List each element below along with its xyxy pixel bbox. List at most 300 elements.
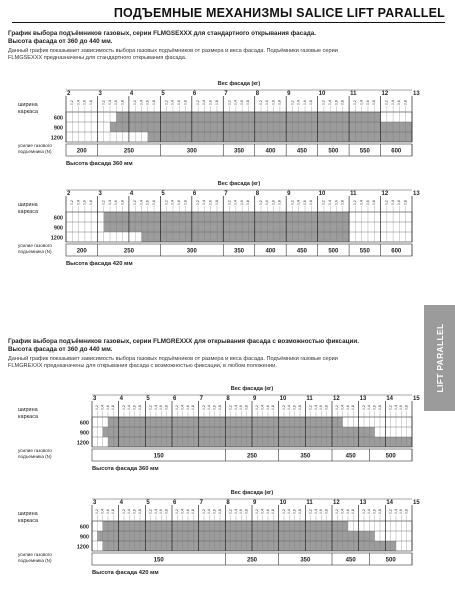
weight-label: 10 bbox=[318, 191, 326, 197]
weight-label: 15 bbox=[413, 500, 420, 506]
row-label: 1200 bbox=[76, 440, 89, 447]
weight-label: 7 bbox=[199, 500, 204, 506]
weight-label: 7 bbox=[224, 191, 228, 197]
fraction-label: 0,2 bbox=[70, 200, 75, 205]
fraction-label: 0,8 bbox=[372, 200, 377, 205]
fraction-label: 0,4 bbox=[100, 509, 105, 514]
weight-label: 8 bbox=[255, 91, 260, 97]
force-value: 450 bbox=[296, 148, 307, 155]
force-value: 250 bbox=[123, 148, 134, 155]
force-value: 350 bbox=[233, 248, 245, 255]
chart-title: Вес фасада (кг) bbox=[217, 181, 261, 187]
section-description-line1: Данный график показывает зависимость выбора газовых подъёмников от размера и веса фасада. Подъёмники газовые серии bbox=[8, 356, 338, 362]
fraction-label: 0,2 bbox=[201, 405, 206, 410]
fraction-label: 0,4 bbox=[313, 405, 318, 410]
fraction-label: 0,6 bbox=[82, 100, 87, 105]
fraction-label: 0,6 bbox=[132, 509, 137, 514]
fraction-label: 0,4 bbox=[127, 509, 132, 514]
force-value: 500 bbox=[385, 557, 396, 564]
force-label: подъемника (N) bbox=[18, 558, 52, 563]
weight-label: 4 bbox=[129, 191, 134, 197]
weight-label: 10 bbox=[318, 91, 326, 97]
force-value: 500 bbox=[328, 148, 339, 155]
row-label: 600 bbox=[79, 524, 89, 531]
row-label: 900 bbox=[53, 125, 63, 132]
fraction-label: 0,4 bbox=[287, 405, 292, 410]
fraction-label: 0,4 bbox=[180, 405, 185, 410]
chart-caption: Высота фасада 420 мм bbox=[66, 261, 133, 267]
weight-label: 6 bbox=[173, 500, 177, 506]
fraction-label: 0,2 bbox=[201, 509, 206, 514]
fraction-label: 0,4 bbox=[340, 509, 345, 514]
weight-label: 9 bbox=[253, 396, 257, 402]
force-value: 600 bbox=[391, 148, 402, 155]
fraction-label: 0,8 bbox=[372, 100, 377, 105]
fraction-label: 0,6 bbox=[319, 405, 324, 410]
weight-label: 4 bbox=[119, 396, 124, 402]
section-title-line1: График выбора подъёмников газовых, серии FLMGREXXX для открывания фасада с возможностью фиксации. bbox=[8, 338, 359, 345]
weight-label: 12 bbox=[333, 396, 340, 402]
force-label: усилие газового bbox=[18, 552, 52, 557]
fraction-label: 0,8 bbox=[404, 509, 409, 514]
fraction-label: 0,6 bbox=[105, 509, 110, 514]
fraction-label: 0,6 bbox=[159, 405, 164, 410]
row-header-label: ширина bbox=[18, 511, 38, 517]
weight-label: 4 bbox=[119, 500, 124, 506]
fraction-label: 0,2 bbox=[321, 200, 326, 205]
fraction-label: 0,2 bbox=[384, 100, 389, 105]
weight-label: 8 bbox=[226, 500, 230, 506]
side-tab-label: LIFT PARALLEL bbox=[434, 323, 445, 393]
fraction-label: 0,6 bbox=[177, 100, 182, 105]
fraction-label: 0,2 bbox=[121, 509, 126, 514]
fraction-label: 0,2 bbox=[255, 509, 260, 514]
fraction-label: 0,4 bbox=[367, 405, 372, 410]
weight-label: 5 bbox=[161, 91, 165, 97]
fraction-label: 0,4 bbox=[328, 100, 333, 105]
fraction-label: 0,8 bbox=[271, 405, 276, 410]
page-title: ПОДЪЕМНЫЕ МЕХАНИЗМЫ SALICE LIFT PARALLEL bbox=[113, 6, 445, 20]
fraction-label: 0,2 bbox=[255, 405, 260, 410]
row-header-label: ширина bbox=[18, 102, 38, 108]
row-label: 1200 bbox=[50, 235, 63, 242]
weight-label: 8 bbox=[255, 191, 260, 197]
weight-label: 11 bbox=[306, 500, 313, 506]
weight-label: 12 bbox=[333, 500, 340, 506]
fraction-label: 0,2 bbox=[95, 509, 100, 514]
fraction-label: 0,4 bbox=[207, 405, 212, 410]
force-value: 200 bbox=[76, 248, 87, 255]
fraction-label: 0,8 bbox=[111, 405, 116, 410]
fraction-label: 0,6 bbox=[334, 200, 339, 205]
force-value: 150 bbox=[153, 557, 164, 564]
force-value: 200 bbox=[76, 148, 87, 155]
fraction-label: 0,2 bbox=[70, 100, 75, 105]
fraction-label: 0,6 bbox=[208, 200, 213, 205]
force-value: 500 bbox=[328, 248, 339, 255]
weight-label: 12 bbox=[381, 91, 389, 97]
fraction-label: 0,8 bbox=[217, 509, 222, 514]
chart-title: Вес фасада (кг) bbox=[230, 490, 274, 496]
fraction-label: 0,8 bbox=[214, 200, 219, 205]
fraction-label: 0,6 bbox=[177, 200, 182, 205]
fraction-label: 0,8 bbox=[120, 100, 125, 105]
chart-title: Вес фасада (кг) bbox=[230, 386, 274, 392]
force-label: усилие газового bbox=[18, 448, 52, 453]
weight-label: 8 bbox=[226, 396, 230, 402]
weight-label: 11 bbox=[306, 396, 313, 402]
fraction-label: 0,8 bbox=[164, 405, 169, 410]
weight-label: 5 bbox=[146, 396, 150, 402]
chart-caption: Высота фасада 360 мм bbox=[92, 466, 159, 472]
fraction-label: 0,2 bbox=[258, 200, 263, 205]
force-value: 300 bbox=[186, 148, 197, 155]
weight-label: 2 bbox=[67, 191, 71, 197]
force-value: 300 bbox=[186, 248, 197, 255]
fraction-label: 0,8 bbox=[120, 200, 125, 205]
fraction-label: 0,6 bbox=[239, 405, 244, 410]
fraction-label: 0,2 bbox=[384, 200, 389, 205]
fraction-label: 0,6 bbox=[212, 405, 217, 410]
fraction-label: 0,8 bbox=[183, 100, 188, 105]
section-description-line2: FLMGSEXXX предназначены для стандартного открывания фасада. bbox=[8, 55, 187, 61]
fraction-label: 0,6 bbox=[239, 100, 244, 105]
weight-label: 13 bbox=[359, 396, 367, 402]
shaded-region bbox=[104, 212, 349, 222]
fraction-label: 0,4 bbox=[107, 100, 112, 105]
fraction-label: 0,8 bbox=[340, 100, 345, 105]
fraction-label: 0,6 bbox=[265, 405, 270, 410]
fraction-label: 0,4 bbox=[265, 100, 270, 105]
force-value: 250 bbox=[246, 557, 258, 564]
weight-label: 13 bbox=[413, 191, 420, 197]
force-label: подъемника (N) bbox=[18, 149, 52, 154]
weight-label: 9 bbox=[287, 91, 291, 97]
fraction-label: 0,4 bbox=[76, 200, 81, 205]
fraction-label: 0,2 bbox=[361, 405, 366, 410]
fraction-label: 0,6 bbox=[345, 405, 350, 410]
fraction-label: 0,6 bbox=[159, 509, 164, 514]
fraction-label: 0,8 bbox=[377, 509, 382, 514]
fraction-label: 0,2 bbox=[133, 200, 137, 205]
weight-label: 6 bbox=[173, 396, 177, 402]
row-label: 1200 bbox=[76, 544, 89, 551]
force-label: подъемника (N) bbox=[18, 249, 52, 254]
fraction-label: 0,8 bbox=[271, 509, 276, 514]
force-value: 550 bbox=[359, 148, 370, 155]
force-value: 350 bbox=[300, 557, 311, 564]
shaded-region bbox=[108, 437, 412, 447]
section-title-line2: Высота фасада от 360 до 440 мм. bbox=[8, 346, 113, 353]
fraction-label: 0,2 bbox=[228, 405, 233, 410]
fraction-label: 0,2 bbox=[281, 405, 286, 410]
fraction-label: 0,6 bbox=[185, 509, 190, 514]
fraction-label: 0,8 bbox=[377, 405, 382, 410]
fraction-label: 0,8 bbox=[217, 405, 222, 410]
fraction-label: 0,6 bbox=[302, 200, 307, 205]
fraction-label: 0,2 bbox=[164, 200, 169, 205]
fraction-label: 0,8 bbox=[183, 200, 188, 205]
fraction-label: 0,8 bbox=[246, 200, 251, 205]
fraction-label: 0,6 bbox=[82, 200, 87, 205]
fraction-label: 0,6 bbox=[399, 509, 404, 514]
fraction-label: 0,8 bbox=[309, 200, 314, 205]
fraction-label: 0,8 bbox=[324, 405, 329, 410]
fraction-label: 0,6 bbox=[239, 509, 244, 514]
chart-caption: Высота фасада 420 мм bbox=[92, 570, 159, 576]
fraction-label: 0,2 bbox=[388, 405, 393, 410]
fraction-label: 0,4 bbox=[359, 200, 364, 205]
fraction-label: 0,8 bbox=[244, 509, 249, 514]
fraction-label: 0,2 bbox=[95, 405, 100, 410]
fraction-label: 0,6 bbox=[105, 405, 110, 410]
force-value: 350 bbox=[233, 148, 245, 155]
fraction-label: 0,6 bbox=[319, 509, 324, 514]
shaded-region bbox=[103, 541, 396, 551]
fraction-label: 0,4 bbox=[265, 200, 270, 205]
fraction-label: 0,4 bbox=[100, 405, 105, 410]
row-label: 900 bbox=[53, 225, 63, 232]
weight-label: 9 bbox=[253, 500, 257, 506]
fraction-label: 0,2 bbox=[227, 100, 232, 105]
fraction-label: 0,8 bbox=[191, 509, 196, 514]
fraction-label: 0,6 bbox=[302, 100, 307, 105]
fraction-label: 0,8 bbox=[324, 509, 329, 514]
fraction-label: 0,6 bbox=[399, 405, 404, 410]
fraction-label: 0,8 bbox=[214, 100, 219, 105]
row-label: 600 bbox=[79, 420, 89, 427]
row-header-label: ширина bbox=[18, 407, 38, 413]
force-value: 450 bbox=[296, 248, 307, 255]
fraction-label: 0,2 bbox=[281, 509, 286, 514]
weight-label: 10 bbox=[279, 396, 287, 402]
weight-label: 6 bbox=[192, 91, 197, 97]
force-value: 500 bbox=[385, 453, 396, 460]
weight-label: 12 bbox=[381, 191, 389, 197]
weight-label: 9 bbox=[287, 191, 291, 197]
force-value: 350 bbox=[300, 453, 311, 460]
fraction-label: 0,4 bbox=[233, 200, 238, 205]
force-value: 400 bbox=[265, 148, 276, 155]
fraction-label: 0,2 bbox=[258, 100, 263, 105]
fraction-label: 0,4 bbox=[107, 200, 112, 205]
weight-label: 7 bbox=[199, 396, 204, 402]
fraction-label: 0,2 bbox=[195, 100, 200, 105]
fraction-label: 0,4 bbox=[359, 100, 364, 105]
fraction-label: 0,8 bbox=[151, 200, 156, 205]
weight-label: 13 bbox=[359, 500, 367, 506]
section-title-line2: Высота фасада от 360 до 440 мм. bbox=[8, 38, 113, 45]
row-header-label: каркаса bbox=[18, 518, 39, 524]
row-header-label: ширина bbox=[18, 202, 38, 208]
fraction-label: 0,4 bbox=[296, 200, 301, 205]
fraction-label: 0,6 bbox=[365, 100, 370, 105]
fraction-label: 0,8 bbox=[246, 100, 251, 105]
fraction-label: 0,8 bbox=[403, 200, 408, 205]
fraction-label: 0,8 bbox=[297, 509, 302, 514]
shaded-region bbox=[103, 427, 375, 437]
section-title-line1: График выбора подъёмников газовых, серии FLMGSEXXX для стандартного открывания фасада. bbox=[8, 30, 317, 37]
section-description-line1: Данный график показывает зависимость выбора газовых подъёмников от размера и веса фасада. Подъёмники газовые серии bbox=[8, 48, 338, 54]
fraction-label: 0,8 bbox=[244, 405, 249, 410]
fraction-label: 0,6 bbox=[132, 405, 137, 410]
fraction-label: 0,4 bbox=[233, 509, 238, 514]
fraction-label: 0,2 bbox=[308, 509, 313, 514]
fraction-label: 0,6 bbox=[185, 405, 190, 410]
fraction-label: 0,2 bbox=[321, 100, 326, 105]
fraction-label: 0,2 bbox=[148, 509, 153, 514]
fraction-label: 0,4 bbox=[296, 100, 301, 105]
weight-label: 14 bbox=[386, 500, 394, 506]
fraction-label: 0,8 bbox=[137, 405, 142, 410]
chart-caption: Высота фасада 360 мм bbox=[66, 161, 133, 167]
fraction-label: 0,6 bbox=[397, 200, 402, 205]
fraction-label: 0,4 bbox=[139, 200, 144, 205]
fraction-label: 0,6 bbox=[345, 509, 350, 514]
force-label: усилие газового bbox=[18, 243, 52, 248]
fraction-label: 0,2 bbox=[335, 509, 340, 514]
row-label: 600 bbox=[53, 115, 63, 122]
weight-label: 4 bbox=[129, 91, 134, 97]
fraction-label: 0,4 bbox=[139, 100, 144, 105]
force-label: подъемника (N) bbox=[18, 454, 52, 459]
fraction-label: 0,2 bbox=[101, 200, 106, 205]
fraction-label: 0,6 bbox=[397, 100, 402, 105]
fraction-label: 0,8 bbox=[88, 100, 93, 105]
fraction-label: 0,6 bbox=[271, 200, 276, 205]
fraction-label: 0,4 bbox=[170, 100, 175, 105]
fraction-label: 0,4 bbox=[170, 200, 175, 205]
fraction-label: 0,4 bbox=[340, 405, 345, 410]
fraction-label: 0,4 bbox=[390, 200, 395, 205]
weight-label: 13 bbox=[413, 91, 420, 97]
weight-label: 6 bbox=[192, 191, 197, 197]
weight-label: 7 bbox=[224, 91, 228, 97]
fraction-label: 0,4 bbox=[202, 200, 207, 205]
fraction-label: 0,2 bbox=[164, 100, 169, 105]
weight-label: 5 bbox=[146, 500, 150, 506]
fraction-label: 0,4 bbox=[202, 100, 207, 105]
weight-label: 10 bbox=[279, 500, 287, 506]
fraction-label: 0,6 bbox=[271, 100, 276, 105]
fraction-label: 0,6 bbox=[145, 200, 150, 205]
fraction-label: 0,2 bbox=[353, 200, 358, 205]
fraction-label: 0,6 bbox=[292, 405, 297, 410]
fraction-label: 0,4 bbox=[393, 509, 398, 514]
fraction-label: 0,6 bbox=[334, 100, 339, 105]
fraction-label: 0,8 bbox=[88, 200, 93, 205]
weight-label: 14 bbox=[386, 396, 394, 402]
weight-label: 3 bbox=[98, 191, 102, 197]
fraction-label: 0,8 bbox=[351, 509, 356, 514]
fraction-label: 0,2 bbox=[308, 405, 313, 410]
fraction-label: 0,2 bbox=[175, 509, 180, 514]
force-value: 450 bbox=[345, 557, 356, 564]
fraction-label: 0,6 bbox=[114, 200, 119, 205]
row-label: 1200 bbox=[50, 135, 63, 142]
fraction-label: 0,4 bbox=[233, 405, 238, 410]
fraction-label: 0,4 bbox=[287, 509, 292, 514]
force-value: 400 bbox=[265, 248, 276, 255]
fraction-label: 0,6 bbox=[265, 509, 270, 514]
weight-label: 15 bbox=[413, 396, 420, 402]
force-value: 450 bbox=[345, 453, 356, 460]
force-value: 250 bbox=[246, 453, 258, 460]
fraction-label: 0,8 bbox=[111, 509, 116, 514]
force-value: 600 bbox=[391, 248, 402, 255]
fraction-label: 0,8 bbox=[404, 405, 409, 410]
force-label: усилие газового bbox=[18, 143, 52, 148]
fraction-label: 0,4 bbox=[260, 509, 265, 514]
fraction-label: 0,4 bbox=[390, 100, 395, 105]
weight-label: 3 bbox=[93, 396, 97, 402]
fraction-label: 0,2 bbox=[335, 405, 340, 410]
fraction-label: 0,4 bbox=[367, 509, 372, 514]
fraction-label: 0,8 bbox=[191, 405, 196, 410]
fraction-label: 0,2 bbox=[133, 100, 137, 105]
fraction-label: 0,6 bbox=[212, 509, 217, 514]
fraction-label: 0,8 bbox=[340, 200, 345, 205]
weight-label: 11 bbox=[350, 191, 357, 197]
fraction-label: 0,8 bbox=[297, 405, 302, 410]
weight-label: 3 bbox=[93, 500, 97, 506]
weight-label: 3 bbox=[98, 91, 102, 97]
fraction-label: 0,2 bbox=[388, 509, 393, 514]
fraction-label: 0,4 bbox=[153, 509, 158, 514]
force-value: 250 bbox=[123, 248, 134, 255]
fraction-label: 0,4 bbox=[313, 509, 318, 514]
fraction-label: 0,4 bbox=[207, 509, 212, 514]
fraction-label: 0,6 bbox=[365, 200, 370, 205]
fraction-label: 0,6 bbox=[208, 100, 213, 105]
fraction-label: 0,2 bbox=[227, 200, 232, 205]
fraction-label: 0,2 bbox=[175, 405, 180, 410]
fraction-label: 0,4 bbox=[76, 100, 81, 105]
fraction-label: 0,4 bbox=[153, 405, 158, 410]
fraction-label: 0,2 bbox=[195, 200, 200, 205]
fraction-label: 0,2 bbox=[148, 405, 153, 410]
fraction-label: 0,8 bbox=[351, 405, 356, 410]
row-header-label: каркаса bbox=[18, 109, 39, 115]
fraction-label: 0,4 bbox=[180, 509, 185, 514]
fraction-label: 0,8 bbox=[403, 100, 408, 105]
fraction-label: 0,4 bbox=[127, 405, 132, 410]
fraction-label: 0,4 bbox=[260, 405, 265, 410]
fraction-label: 0,8 bbox=[164, 509, 169, 514]
weight-label: 11 bbox=[350, 91, 357, 97]
fraction-label: 0,2 bbox=[290, 200, 295, 205]
fraction-label: 0,4 bbox=[328, 200, 333, 205]
force-value: 150 bbox=[153, 453, 164, 460]
force-value: 550 bbox=[359, 248, 370, 255]
fraction-label: 0,6 bbox=[239, 200, 244, 205]
fraction-label: 0,2 bbox=[353, 100, 358, 105]
row-header-label: каркаса bbox=[18, 209, 39, 215]
fraction-label: 0,8 bbox=[151, 100, 156, 105]
row-header-label: каркаса bbox=[18, 414, 39, 420]
fraction-label: 0,2 bbox=[101, 100, 106, 105]
fraction-label: 0,6 bbox=[145, 100, 150, 105]
fraction-label: 0,6 bbox=[292, 509, 297, 514]
fraction-label: 0,2 bbox=[290, 100, 295, 105]
fraction-label: 0,8 bbox=[277, 100, 282, 105]
row-label: 600 bbox=[53, 215, 63, 222]
fraction-label: 0,2 bbox=[361, 509, 366, 514]
fraction-label: 0,4 bbox=[393, 405, 398, 410]
shaded-region bbox=[104, 222, 349, 232]
fraction-label: 0,2 bbox=[121, 405, 126, 410]
fraction-label: 0,4 bbox=[233, 100, 238, 105]
